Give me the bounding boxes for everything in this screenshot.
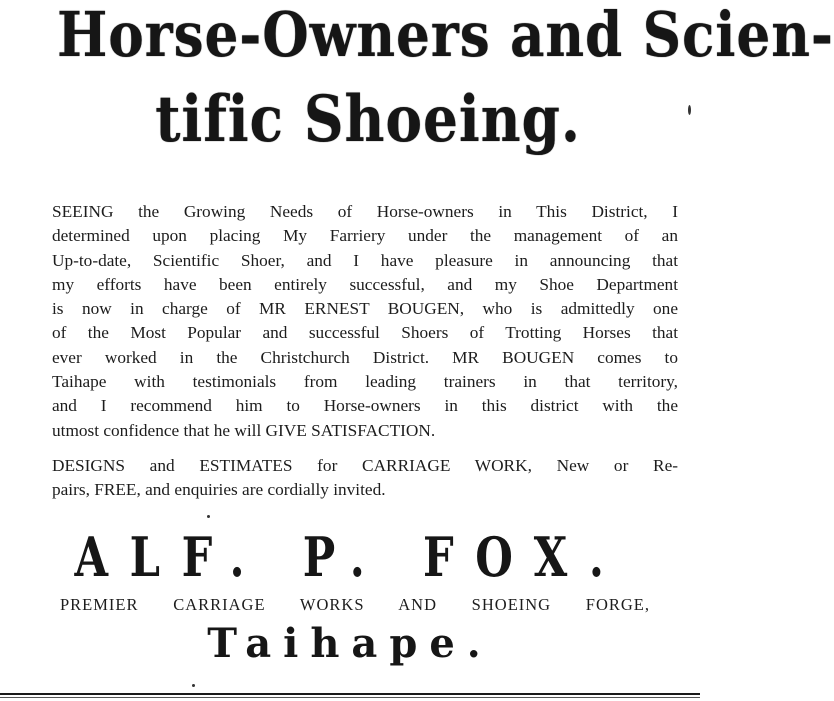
bottom-rule [0,693,700,695]
body-line: of the Most Popular and successful Shoers of Trotting Horses that [52,323,678,343]
print-speck [207,515,210,518]
body-line: SEEING the Growing Needs of Horse-owners in This District, I [52,202,678,221]
body-line: determined upon placing My Farriery under the management of an [52,226,678,246]
body-line: Taihape with testimonials from leading trainers in that territory, [52,372,678,392]
town-name: Taihape. [207,620,493,667]
announcement-body [52,200,678,443]
headline-line-1: Horse-Owners and Scien- [57,0,834,71]
body-line: utmost confidence that he will GIVE SATISFACTION. [52,420,436,440]
print-speck [688,105,691,115]
body-line: ever worked in the Christchurch District. MR BOUGEN comes to [52,347,678,367]
business-name: PREMIER CARRIAGE WORKS AND SHOEING FORGE, [60,595,650,614]
body-line: is now in charge of MR ERNEST BOUGEN, who is admittedly one [52,299,678,319]
print-speck [192,684,195,687]
designs-line: DESIGNS and ESTIMATES for CARRIAGE WORK, New or Re- [52,456,678,475]
proprietor-name: ALF. P. FOX. [74,525,626,589]
headline-line-2: tific Shoeing. [155,82,581,157]
designs-notice [52,454,678,503]
designs-line: pairs, FREE, and enquiries are cordially invited. [52,480,386,500]
body-line: Up-to-date, Scientific Shoer, and I have pleasure in announcing that [52,250,678,270]
bottom-rule-thin [0,697,700,698]
body-line: my efforts have been entirely successful, and my Shoe Department [52,274,678,294]
body-line: and I recommend him to Horse-owners in this district with the [52,396,678,416]
